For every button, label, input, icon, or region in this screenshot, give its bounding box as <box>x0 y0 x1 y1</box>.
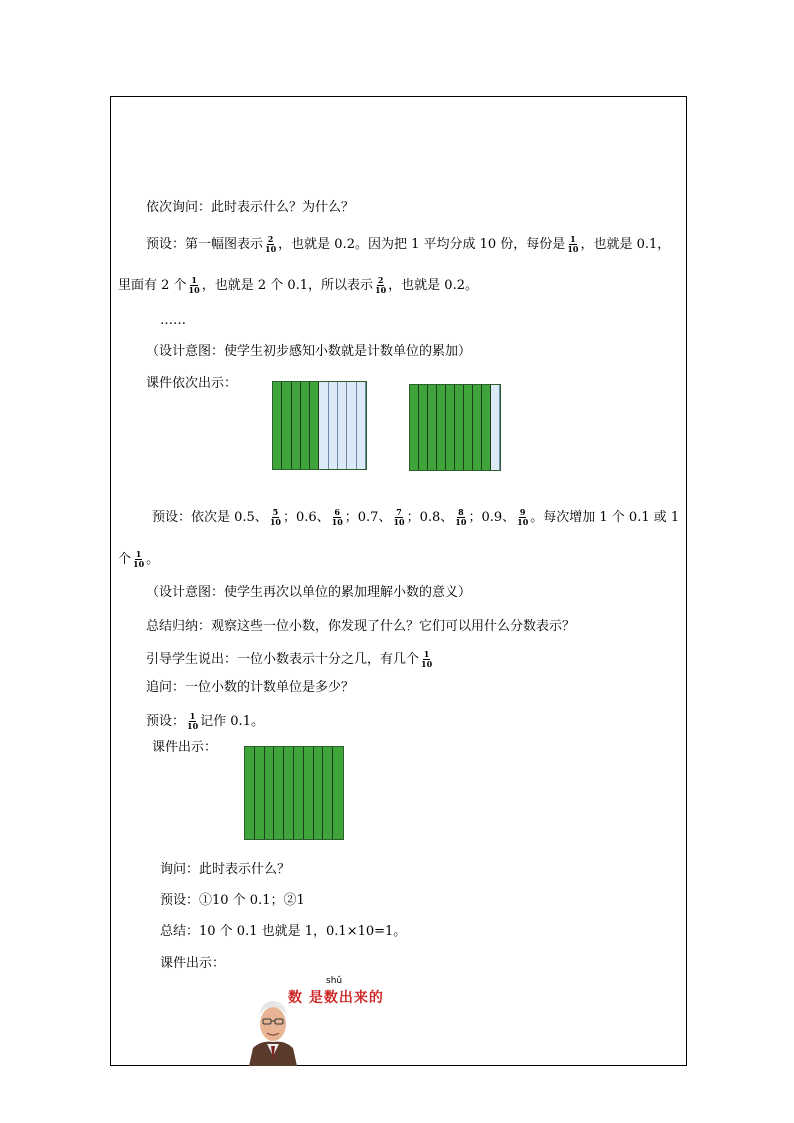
unshaded-strip <box>319 382 328 469</box>
unshaded-strip <box>347 382 356 469</box>
question-text-1: 依次询问：此时表示什么？为什么？ <box>146 200 355 215</box>
courseware-label-2: 课件出示： <box>152 740 218 755</box>
shaded-strip <box>292 382 301 469</box>
shaded-strip <box>310 382 319 469</box>
ellipsis: …… <box>160 313 186 328</box>
summary-question: 总结归纳：观察这些一位小数，你发现了什么？它们可以用什么分数表示？ <box>146 619 576 634</box>
shaded-strip <box>265 747 275 839</box>
preset-text-5: 预设： $\frac{1}{10}$ 记作 0.1。 <box>146 711 264 731</box>
unshaded-strip <box>357 382 366 469</box>
fraction-5-10: $\frac{5}{10}$ <box>269 507 281 527</box>
shaded-strip <box>301 382 310 469</box>
fraction-1-10: $\frac{1}{10}$ <box>187 711 199 731</box>
preset-text-4: 个 $\frac{1}{10}$ 。 <box>118 549 160 569</box>
shaded-strip <box>419 385 428 470</box>
preset-text-1: 预设：第一幅图表示 $\frac{2}{10}$ ，也就是 0.2。因为把 1 平均分成 10 份，每份是 $\frac{1}{10}$ ，也就是 0.1， <box>146 234 671 254</box>
shaded-strip <box>473 385 482 470</box>
tenths-grid-nine <box>409 384 501 471</box>
unshaded-strip <box>338 382 347 469</box>
summary-text: 总结：10 个 0.1 也就是 1，0.1×10=1。 <box>160 924 407 939</box>
shaded-strip <box>428 385 437 470</box>
shaded-strip <box>314 747 324 839</box>
follow-up-question: 追问：一位小数的计数单位是多少？ <box>146 680 355 695</box>
preset-text-3: 预设：依次是 0.5、 $\frac{5}{10}$ ；0.6、 $\frac{6}{10}$ ；0.7、 $\frac{7}{10}$ ；0.8、 $\frac{8}{10}$ ；0.9、 $\frac{9}{10}$ 。每次增加 1 个 0.1 或 1 <box>152 507 680 527</box>
shaded-strip <box>282 382 291 469</box>
tenths-grid-five <box>272 381 367 470</box>
shaded-strip <box>255 747 265 839</box>
fraction-6-10: $\frac{6}{10}$ <box>331 507 343 527</box>
tenths-grid-full <box>244 746 344 840</box>
ask-text: 询问：此时表示什么？ <box>160 862 291 877</box>
preset-text-2: 里面有 2 个 $\frac{1}{10}$ ，也就是 2 个 0.1，所以表示 $\frac{2}{10}$ ，也就是 0.2。 <box>118 275 478 295</box>
fraction-1-10: $\frac{1}{10}$ <box>188 275 200 295</box>
shaded-strip <box>274 747 284 839</box>
shaded-strip <box>284 747 294 839</box>
fraction-1-10: $\frac{1}{10}$ <box>421 649 433 669</box>
fraction-2-10: $\frac{2}{10}$ <box>265 234 277 254</box>
shaded-strip <box>294 747 304 839</box>
shaded-strip <box>464 385 473 470</box>
slogan-text: 数 是数出来的 <box>288 990 384 1006</box>
courseware-label-3: 课件出示： <box>160 956 226 971</box>
design-intent-1: （设计意图：使学生初步感知小数就是计数单位的累加） <box>146 344 472 359</box>
fraction-1-10: $\frac{1}{10}$ <box>567 234 579 254</box>
unshaded-strip <box>491 385 500 470</box>
preset-text-6: 预设：①10 个 0.1；②1 <box>160 893 305 908</box>
shaded-strip <box>333 747 343 839</box>
shaded-strip <box>273 382 282 469</box>
shaded-strip <box>482 385 491 470</box>
shaded-strip <box>304 747 314 839</box>
fraction-2-10: $\frac{2}{10}$ <box>375 275 387 295</box>
design-intent-2: （设计意图：使学生再次以单位的累加理解小数的意义） <box>146 585 472 600</box>
courseware-label-1: 课件依次出示： <box>146 376 238 391</box>
fraction-1-10: $\frac{1}{10}$ <box>133 549 145 569</box>
shaded-strip <box>323 747 333 839</box>
shaded-strip <box>446 385 455 470</box>
shaded-strip <box>410 385 419 470</box>
shaded-strip <box>245 747 255 839</box>
unshaded-strip <box>329 382 338 469</box>
fraction-8-10: $\frac{8}{10}$ <box>455 507 467 527</box>
pinyin-annotation: shǔ <box>326 976 343 986</box>
fraction-7-10: $\frac{7}{10}$ <box>393 507 405 527</box>
shaded-strip <box>455 385 464 470</box>
fraction-9-10: $\frac{9}{10}$ <box>517 507 529 527</box>
guide-text: 引导学生说出：一位小数表示十分之几，有几个 $\frac{1}{10}$ <box>146 649 433 669</box>
shaded-strip <box>437 385 446 470</box>
